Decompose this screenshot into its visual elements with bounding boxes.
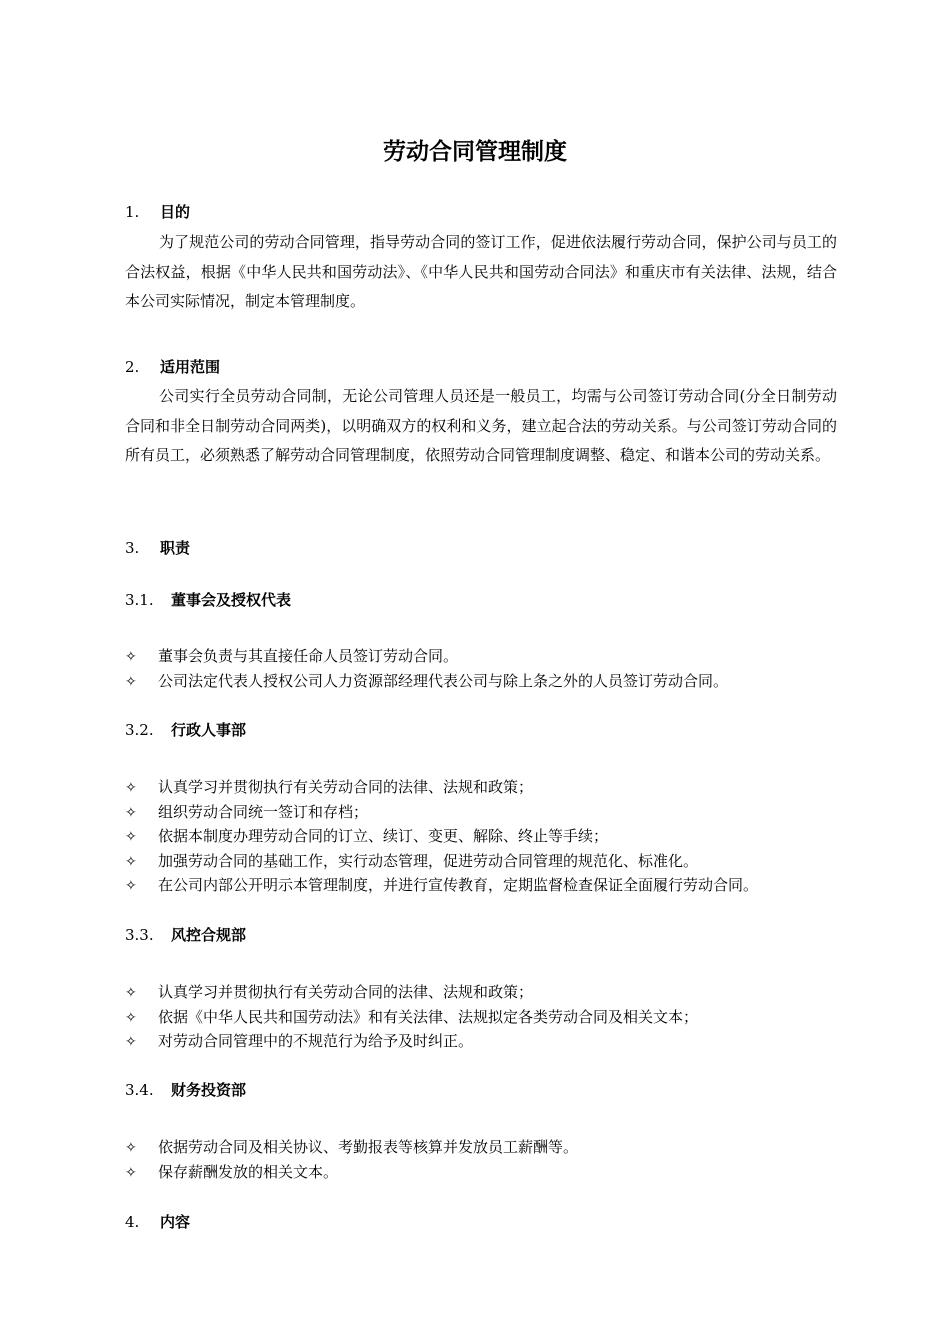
list-item: ✧ 认真学习并贯彻执行有关劳动合同的法律、法规和政策； xyxy=(125,980,698,1005)
risk-compliance-duties-list xyxy=(125,980,698,1054)
list-item: ✧ 保存薪酬发放的相关文本。 xyxy=(125,1160,578,1185)
subsection-heading-risk-compliance xyxy=(125,924,246,945)
list-item: ✧ 认真学习并贯彻执行有关劳动合同的法律、法规和政策； xyxy=(125,775,758,800)
star-bullet-icon: ✧ xyxy=(125,985,137,1001)
star-bullet-icon: ✧ xyxy=(125,1164,137,1181)
section-heading-content xyxy=(125,1211,190,1232)
section-title: 内容 xyxy=(160,1213,191,1231)
subsection-number: 3.3. xyxy=(125,926,154,944)
list-item: ✧ 公司法定代表人授权公司人力资源部经理代表公司与除上条之外的人员签订劳动合同。 xyxy=(125,669,728,694)
star-bullet-icon: ✧ xyxy=(125,673,137,690)
list-item: ✧ 加强劳动合同的基础工作，实行动态管理，促进劳动合同管理的规范化、标准化。 xyxy=(125,849,758,874)
star-bullet-icon: ✧ xyxy=(125,780,137,796)
section-number: 2. xyxy=(125,358,140,376)
subsection-heading-admin-hr xyxy=(125,719,246,740)
subsection-title: 财务投资部 xyxy=(171,1081,247,1099)
subsection-title: 董事会及授权代表 xyxy=(171,591,292,609)
star-bullet-icon: ✧ xyxy=(125,804,137,821)
subsection-number: 3.2. xyxy=(125,721,154,739)
list-item: ✧ 依据劳动合同及相关协议、考勤报表等核算并发放员工薪酬等。 xyxy=(125,1135,578,1160)
list-item: ✧ 在公司内部公开明示本管理制度，并进行宣传教育，定期监督检查保证全面履行劳动合同。 xyxy=(125,873,758,898)
star-bullet-icon: ✧ xyxy=(125,829,137,845)
section-heading-scope xyxy=(125,356,220,377)
section-number: 3. xyxy=(125,539,140,557)
star-bullet-icon: ✧ xyxy=(125,1034,137,1050)
subsection-heading-board xyxy=(125,589,291,610)
section-number: 4. xyxy=(125,1213,140,1231)
subsection-number: 3.4. xyxy=(125,1081,154,1099)
subsection-title: 风控合规部 xyxy=(171,926,247,944)
subsection-heading-finance xyxy=(125,1079,246,1100)
section-title: 目的 xyxy=(160,203,191,221)
section-title: 适用范围 xyxy=(160,358,221,376)
star-bullet-icon: ✧ xyxy=(125,853,137,870)
star-bullet-icon: ✧ xyxy=(125,878,137,894)
subsection-number: 3.1. xyxy=(125,591,154,609)
finance-duties-list xyxy=(125,1135,578,1184)
list-item: ✧ 对劳动合同管理中的不规范行为给予及时纠正。 xyxy=(125,1029,698,1054)
list-item: ✧ 组织劳动合同统一签订和存档； xyxy=(125,800,758,825)
purpose-paragraph: 为了规范公司的劳动合同管理，指导劳动合同的签订工作，促进依法履行劳动合同，保护公司与员工的合法权益，根据《中华人民共和国劳动法》、《中华人民共和国劳动合同法》和重庆市有关法律、法规，结合本公司实际情况，制定本管理制度。 xyxy=(125,233,837,310)
star-bullet-icon: ✧ xyxy=(125,1140,137,1156)
admin-hr-duties-list xyxy=(125,775,758,898)
list-item: ✧ 依据本制度办理劳动合同的订立、续订、变更、解除、终止等手续； xyxy=(125,824,758,849)
section-number: 1. xyxy=(125,203,140,221)
list-item: ✧ 董事会负责与其直接任命人员签订劳动合同。 xyxy=(125,644,728,669)
section-title: 职责 xyxy=(160,539,191,557)
subsection-title: 行政人事部 xyxy=(171,721,247,739)
star-bullet-icon: ✧ xyxy=(125,649,137,665)
section-heading-purpose xyxy=(125,201,190,222)
document-title: 劳动合同管理制度 xyxy=(383,139,567,165)
list-item: ✧ 依据《中华人民共和国劳动法》和有关法律、法规拟定各类劳动合同及相关文本； xyxy=(125,1005,698,1030)
scope-paragraph: 公司实行全员劳动合同制，无论公司管理人员还是一般员工，均需与公司签订劳动合同(分全日制劳动合同和非全日制劳动合同两类)，以明确双方的权利和义务，建立起合法的劳动关系。与公司签订劳动合同的所有员工，必须熟悉了解劳动合同管理制度，依照劳动合同管理制度调整、稳定、和谐本公司的劳动关系。 xyxy=(125,387,837,464)
board-duties-list xyxy=(125,644,728,693)
star-bullet-icon: ✧ xyxy=(125,1009,137,1026)
section-heading-duties xyxy=(125,537,190,558)
